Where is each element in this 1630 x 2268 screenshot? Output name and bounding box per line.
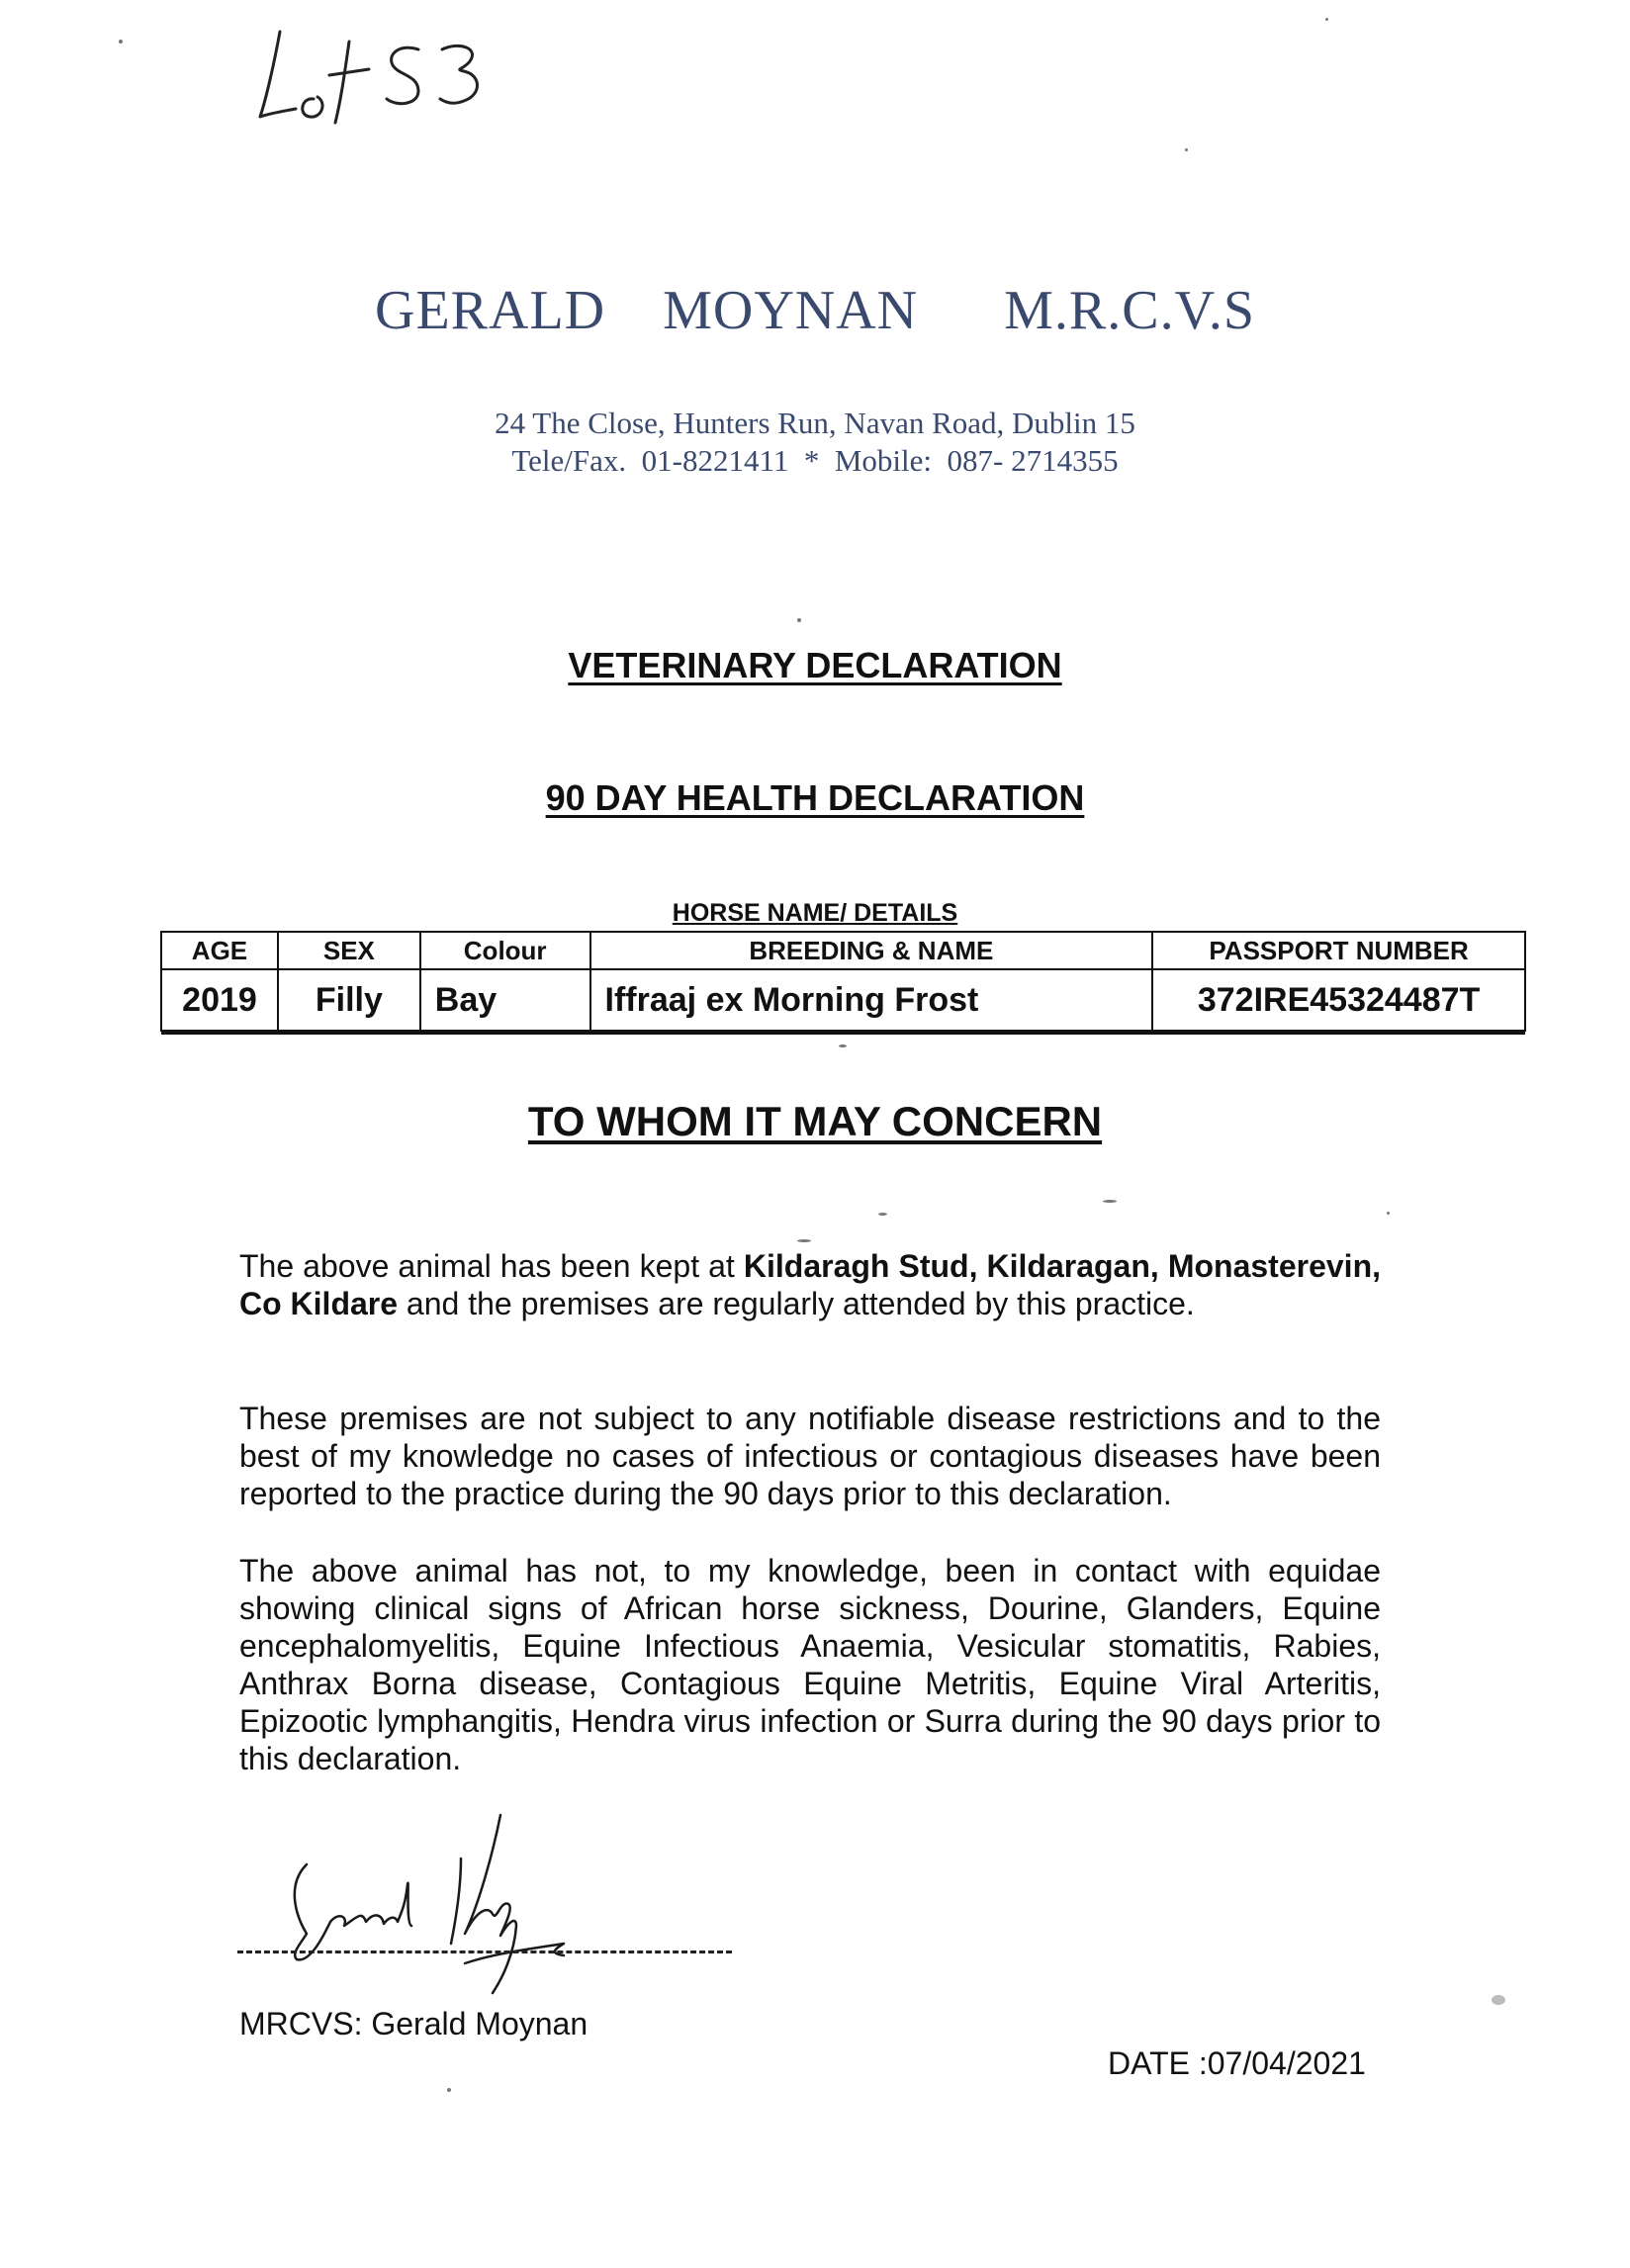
table-row xyxy=(161,969,1525,1031)
scan-speck xyxy=(1103,1200,1117,1203)
scan-speck xyxy=(1185,148,1188,151)
horse-details-caption: HORSE NAME/ DETAILS xyxy=(672,899,958,927)
paragraph-premises-end: and the premises are regularly attended by this practice. xyxy=(398,1286,1195,1321)
scan-speck xyxy=(1325,18,1328,21)
cell-age: 2019 xyxy=(161,969,278,1031)
cell-passport: 372IRE45324487T xyxy=(1152,969,1525,1031)
column-header-sex: SEX xyxy=(278,932,420,969)
scan-speck xyxy=(447,2088,451,2092)
cell-sex: Filly xyxy=(278,969,420,1031)
signature xyxy=(267,1805,603,2003)
scan-speck xyxy=(839,1044,847,1047)
column-header-breeding-name: BREEDING & NAME xyxy=(590,932,1153,969)
signer-label: MRCVS: Gerald Moynan xyxy=(239,2006,589,2041)
stud-address: Kildaragh Stud, Kildaragan, Monasterevin, Co Kildare xyxy=(239,1248,1382,1321)
scan-speck xyxy=(119,40,123,44)
health-declaration-heading: 90 DAY HEALTH DECLARATION xyxy=(545,777,1085,818)
column-header-passport: PASSPORT NUMBER xyxy=(1152,932,1525,969)
paragraph-premises-start: The above animal has been kept at xyxy=(239,1248,744,1284)
scan-speck xyxy=(1492,1995,1505,2005)
scan-speck xyxy=(797,1239,811,1242)
veterinary-declaration-heading: VETERINARY DECLARATION xyxy=(568,645,1062,685)
cell-colour: Bay xyxy=(420,969,590,1031)
scan-speck xyxy=(878,1213,887,1216)
paragraph-restrictions: These premises are not subject to any notifiable disease restrictions and to the best of my knowledge no cases of infectious or contagious diseases have been reported to the practice during the 90 days prior to this declaration. xyxy=(239,1401,1381,1511)
column-header-colour: Colour xyxy=(420,932,590,969)
letterhead-name: GERALD MOYNAN M.R.C.V.S xyxy=(375,280,1255,341)
paragraph-diseases: The above animal has not, to my knowledge, been in contact with equidae showing clinical signs of African horse sickness, Dourine, Glanders, Equine encephalomyelitis, Equine Infectious Anaemia, Vesicular stomatitis, Rabies, Anthrax Borna disease, Contagious Equine Metritis, Equine Viral Arteritis, Epizootic lymphangitis, Hendra virus infection or Surra during the 90 days prior to this declaration. xyxy=(239,1553,1381,1776)
letterhead-contact: Tele/Fax. 01-8221411 * Mobile: 087- 2714355 xyxy=(511,443,1119,478)
letterhead-address: 24 The Close, Hunters Run, Navan Road, Dublin 15 xyxy=(495,406,1135,440)
scan-speck xyxy=(797,618,801,622)
cell-breeding-name: Iffraaj ex Morning Frost xyxy=(590,969,1153,1031)
lot-number-handwritten xyxy=(252,20,529,138)
table-header-row xyxy=(161,932,1525,969)
declaration-date: DATE :07/04/2021 xyxy=(1108,2045,1366,2081)
scan-speck xyxy=(1387,1212,1390,1215)
column-header-age: AGE xyxy=(161,932,278,969)
signature-line xyxy=(237,1950,732,1953)
to-whom-heading: TO WHOM IT MAY CONCERN xyxy=(527,1098,1103,1144)
horse-details-table xyxy=(160,931,1526,1032)
paragraph-premises xyxy=(239,1247,1381,1322)
